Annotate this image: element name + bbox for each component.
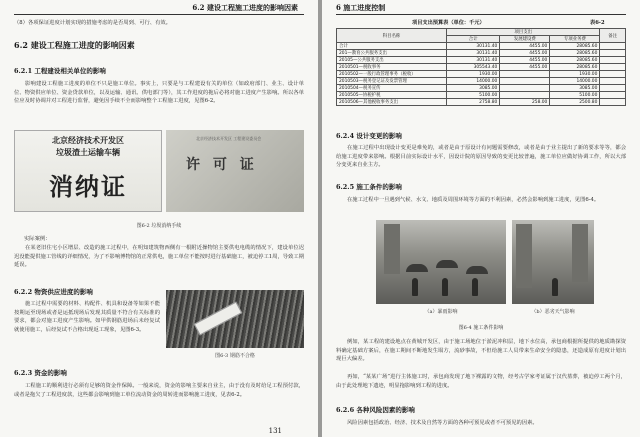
permit-big-text: 许 可 证	[186, 157, 258, 173]
subsection-title-626: 6.2.6 各种风险因素的影响	[336, 406, 415, 414]
table-header-total: 合计	[447, 36, 500, 43]
table-cell-subject: 2010501—税收事务	[337, 64, 447, 71]
table-row	[337, 43, 626, 50]
subsection-title-624: 6.2.4 设计变更的影响	[336, 132, 402, 140]
header-rule	[14, 14, 304, 15]
paragraph-623: 工程施工的顺利进行必须有足够的资金作保障。一般来说，资金的影响主要来自业主，由于没有及时给足工程预付款，或者是拖欠了工程进度款，这些都会影响到施工单位流动资金的周转进而影响施工进度，见表6-2。	[14, 383, 304, 398]
building-shape	[516, 224, 532, 288]
table-cell-value: 30131.40	[447, 57, 500, 64]
table-cell-subject: 2010504—税务宣传	[337, 85, 447, 92]
table-cell-value: 30131.40	[447, 43, 500, 50]
umbrella-shape	[466, 266, 488, 274]
right-page	[322, 0, 640, 437]
table-row	[337, 50, 626, 57]
table-row	[337, 99, 626, 106]
table-cell-value	[600, 92, 626, 99]
running-head-left: 6.2 建设工程施工进度的影响因素	[192, 3, 298, 12]
table-cell-value: 4455.00	[500, 64, 550, 71]
rainstorm-photo	[376, 220, 506, 304]
table-header-remark: 备注	[600, 29, 626, 43]
subsection-title-621: 6.2.1 工程建设相关单位的影响	[14, 67, 106, 75]
table-cell-value	[600, 71, 626, 78]
table-cell-value: 5100.00	[550, 92, 600, 99]
case-label: 实际案例：	[24, 236, 51, 242]
subsection-title-625: 6.2.5 施工条件的影响	[336, 183, 402, 191]
table-cell-value: 14000.00	[550, 78, 600, 85]
plate-line-1: 北京经济技术开发区	[52, 136, 124, 145]
table-cell-subject: 合计	[337, 43, 447, 50]
table-cell-subject: 201—教育公共服务支出	[337, 50, 447, 57]
paragraph-625-example: 例如，某工程的建设地点在黄城开发区，由于施工场地位于淤泥冲积层，地下水位高，承包商根据所提供的地质勘探资料确定基础方案后，在施工期间不断地发生塌方，流砂事故，不但给施工人员带来生命安全的隐患，还造成原有进度计划出现巨大偏差。	[336, 339, 626, 363]
table-row	[337, 71, 626, 78]
intro-paragraph: （8）各项保证进度计划实现的措施考虑的是否周到、可行、有效。	[14, 20, 171, 26]
table-cell-subject: 2010506—其他税收事务支出	[337, 99, 447, 106]
plate-line-2: 垃圾渣土运输车辆	[56, 148, 120, 157]
paragraph-622: 施工过程中需要的材料、构配件、机具和设备等如果不能按期运至现场或者是运抵现场后发现其质量不符合有关标准的要求，都会对施工进度产生影响。如甲供钢筋进场后未经复试就使用施工，后经复试不合格出现返工现象，见图6-3。	[14, 301, 160, 333]
table-row	[337, 64, 626, 71]
umbrella-shape	[436, 260, 458, 268]
table-cell-value: 28085.60	[550, 57, 600, 64]
table-cell-value	[500, 92, 550, 99]
rebar-label-tag	[194, 301, 242, 335]
table-cell-value: 4455.00	[500, 50, 550, 57]
table-cell-value	[500, 71, 550, 78]
umbrella-shape	[406, 264, 428, 272]
table-cell-subject: 2010503—税务登记证及发票管理	[337, 78, 447, 85]
building-shape	[572, 224, 588, 282]
table-cell-value: 305543.40	[447, 64, 500, 71]
table-cell-value: 258.00	[500, 99, 550, 106]
table-cell-subject: 2010502—一般行政管理事务（税收）	[337, 71, 447, 78]
plate-big-text: 消纳证	[49, 173, 127, 201]
section-title: 6.2 建设工程施工进度的影响因素	[14, 40, 135, 50]
building-shape	[384, 224, 400, 274]
table-cell-value: 5100.00	[447, 92, 500, 99]
figure-6-4-caption: 图6-4 施工条件影响	[458, 325, 504, 331]
disposal-certificate-photo	[14, 130, 162, 212]
header-rule-right	[336, 14, 626, 15]
figure-6-3-caption: 图6-3 钢筋不合格	[215, 353, 255, 359]
table-cell-value: 28085.60	[550, 64, 600, 71]
table-cell-value	[600, 78, 626, 85]
paragraph-625-example2: 再如，“某某广场”进行主体施工时，承包商发现了地下裸露的文物，经考古学家考证属于汉代墓葬，被迫停工两个月，由于此处理地下遗迹，明显拖影响到工程的进度。	[336, 374, 626, 389]
paragraph-621: 影响建设工程施工进度的单位不只是施工单位。事实上，只要是与工程建设有关的单位（如政府部门、业主、设计单位、物资供应单位、资金贷款单位，以及运输、通讯、供电部门等），其工作进度的拖后必将对施工进度产生影响。所以各单位应及时协调并对工程进行监督，避免因手续不全而影响整个工程施工进度，见图6-2。	[14, 81, 304, 105]
table-cell-value	[500, 85, 550, 92]
table-cell-value: 14000.00	[447, 78, 500, 85]
table-cell-value: 4455.00	[500, 43, 550, 50]
subsection-title-622: 6.2.2 物资供应进度的影响	[14, 288, 93, 296]
permit-photo	[166, 130, 304, 212]
table-header-group: 项目支出	[447, 29, 600, 36]
person-shape	[442, 278, 448, 296]
table-body	[337, 43, 626, 106]
table-cell-value	[600, 57, 626, 64]
table-cell-value	[500, 78, 550, 85]
subsection-title-623: 6.2.3 资金的影响	[14, 369, 67, 377]
table-title: 项目支出预算表（单位：千元）	[412, 20, 485, 26]
table-number: 表6-2	[590, 20, 605, 26]
left-page	[0, 0, 318, 437]
bad-weather-photo	[512, 220, 594, 304]
table-header-special: 专项业务费	[550, 36, 600, 43]
table-header-subject: 科目名称	[337, 29, 447, 43]
running-head-right: 6 施工进度控制	[336, 3, 386, 12]
table-cell-value: 28085.60	[550, 50, 600, 57]
table-cell-value: 2500.80	[550, 99, 600, 106]
table-cell-value	[600, 99, 626, 106]
table-cell-value: 30131.40	[447, 50, 500, 57]
budget-table	[336, 28, 626, 106]
table-cell-subject: 20105—公共服务支出	[337, 57, 447, 64]
table-cell-value: 1930.00	[447, 71, 500, 78]
table-cell-value	[600, 64, 626, 71]
table-cell-value: 1930.00	[550, 71, 600, 78]
table-cell-value	[600, 43, 626, 50]
rebar-photo	[166, 290, 304, 348]
page-number-left: 131	[268, 427, 282, 435]
table-cell-value: 2758.80	[447, 99, 500, 106]
paragraph-624: 在施工过程中出现设计变更是难免的，或者是由于原设计有问题需要修改，或者是由于业主提出了新的要求等等，都会给施工进度带来影响。根据目前实际设计水平，因设计院的原因导致的变更比较普遍，施工单位应做好协调工作，所以大部分变更来自业主方。	[336, 145, 626, 169]
table-row	[337, 92, 626, 99]
figure-6-4b-caption: （b）恶劣天气影响	[531, 309, 575, 315]
table-cell-subject: 2010505—协税护税	[337, 92, 447, 99]
figure-6-2-caption: 图6-2 垃圾消纳手续	[136, 223, 182, 229]
paragraph-625: 在施工过程中一旦遇到气候、水文、地质及周围环境等方面的不利因素，必然会影响到施工进度，见图6-4。	[347, 197, 600, 203]
table-row	[337, 78, 626, 85]
table-cell-value: 3085.00	[447, 85, 500, 92]
permit-small-text: 北京经济技术开发区 工程建设委员会	[196, 136, 262, 141]
table-header-fund: 发展建设费	[500, 36, 550, 43]
person-shape	[552, 278, 558, 296]
table-cell-value: 3085.00	[550, 85, 600, 92]
table-row	[337, 85, 626, 92]
paragraph-626: 风险因素包括政治、经济、技术及自然等方面的各种可预见或者不可预见的因素。	[347, 420, 538, 426]
person-shape	[412, 278, 418, 296]
table-cell-value: 4455.00	[500, 57, 550, 64]
figure-6-4a-caption: （a）暴雨影响	[424, 309, 458, 315]
table-cell-value	[600, 85, 626, 92]
case-paragraph: 在某老旧住宅小区增层、改造的施工过程中，在明知建筑物西侧有一根附近操物馆主要供电电缆的情况下，建设单位迟迟没能提供施工管线的详细情况，为了不影响博物馆的正常供电，施工单位不能按时进行基础施工，被迫停工1周，导致工期延误。	[14, 245, 304, 269]
table-row	[337, 57, 626, 64]
table-cell-value	[600, 50, 626, 57]
person-shape	[472, 278, 478, 296]
table-cell-value: 28085.60	[550, 43, 600, 50]
